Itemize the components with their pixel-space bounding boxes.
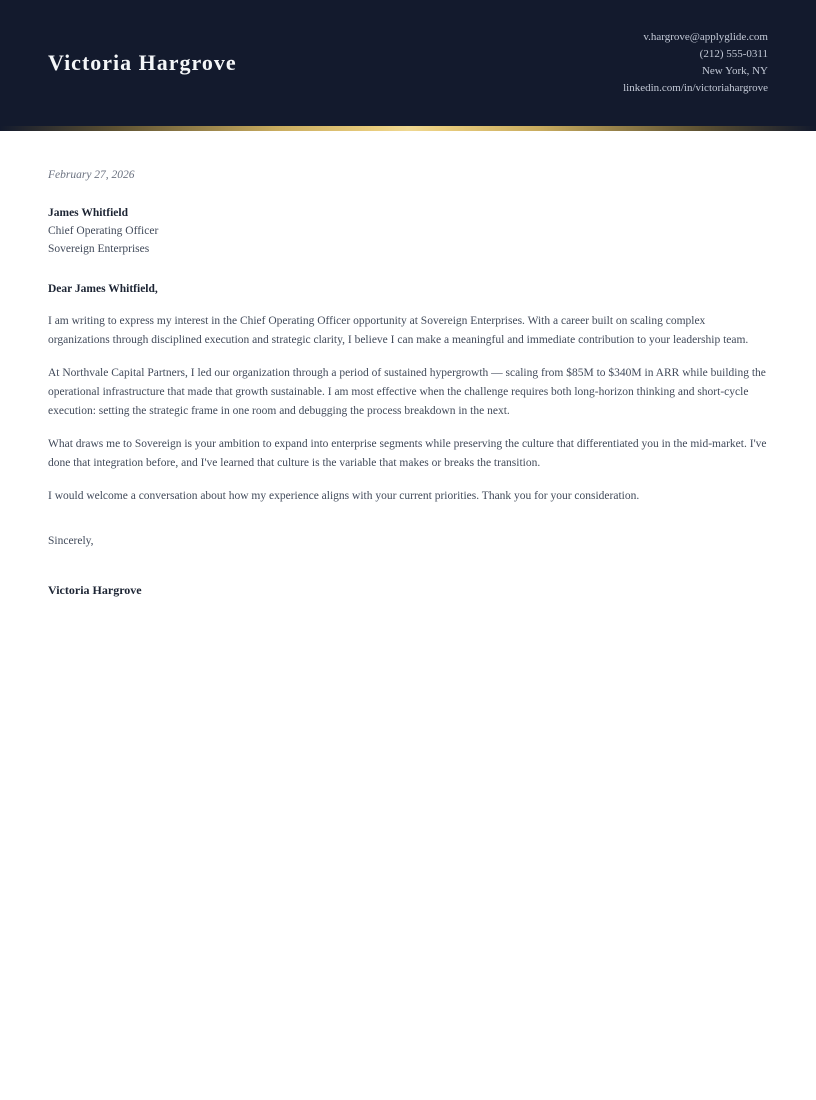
letter-body [0,131,816,600]
letter-header [0,0,816,126]
recipient-company: Sovereign Enterprises [48,243,150,255]
paragraph-experience: At Northvale Capital Partners, I led our organization through a period of sustained hypergrowth — scaling from $85M to $340M in ARR while building the operational infrastructure that made that growth sustainable. I am most effective when the challenge requires both long-horizon thinking and short-cycle execution: setting the strategic frame in one room and debugging the process breakdown in the next. [48,367,766,417]
paragraph-call-to-action: I would welcome a conversation about how my experience aligns with your current priorities. Thank you for your consideration. [48,490,640,502]
contact-email: v.hargrove@applyglide.com [643,31,768,43]
recipient-name: James Whitfield [48,207,128,219]
salutation: Dear James Whitfield, [48,283,158,295]
paragraph-motivation: What draws me to Sovereign is your ambition to expand into enterprise segments while preserving the culture that differentiated you in the mid-market. I've done that integration before, and I've learned that culture is the variable that makes or breaks the transition. [48,438,767,469]
closing: Sincerely, [48,535,94,547]
page-title: Victoria Hargrove [48,50,237,75]
letter-date: February 27, 2026 [48,169,135,181]
recipient-block [48,204,768,258]
contact-phone: (212) 555-0311 [699,48,768,60]
contact-linkedin: linkedin.com/in/victoriahargrove [623,82,768,94]
signature-name: Victoria Hargrove [48,583,142,597]
recipient-title: Chief Operating Officer [48,225,159,237]
paragraph-intro: I am writing to express my interest in the Chief Operating Officer opportunity at Sovereign Enterprises. With a career built on scaling complex organizations through disciplined execution and strategic clarity, I believe I can make a meaningful and immediate contribution to your leadership team. [48,315,749,346]
contact-location: New York, NY [701,65,768,77]
contact-block [623,29,768,97]
